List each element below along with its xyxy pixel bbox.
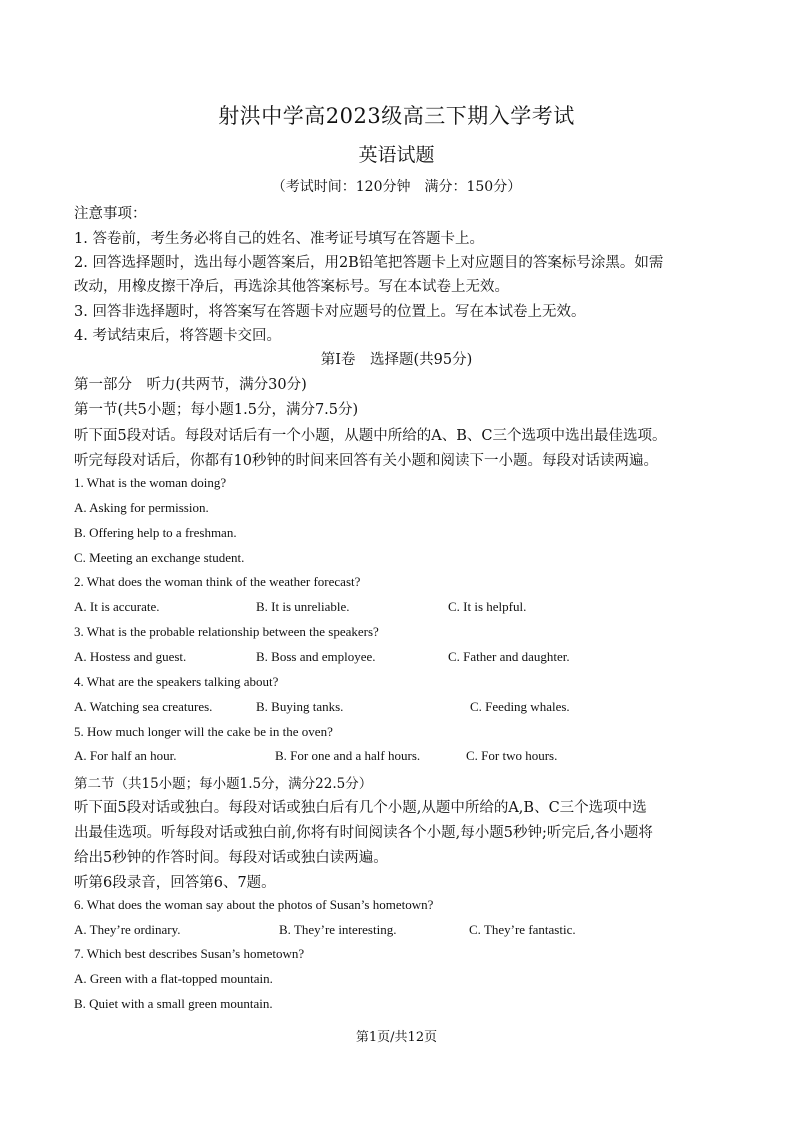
option-c: C. Feeding whales. (470, 699, 570, 714)
exam-title: 射洪中学高2023级高三下期入学考试 (218, 104, 575, 128)
section2-instruction: 给出5秒钟的作答时间。每段对话或独白读两遍。 (74, 850, 388, 866)
volume-heading: 第I卷 选择题(共95分) (320, 352, 473, 368)
option-a: A. Asking for permission. (74, 500, 209, 515)
section1-instruction: 听下面5段对话。每段对话后有一个小题，从题中所给的A、B、C三个选项中选出最佳选项。 (74, 428, 667, 444)
option-b: B. Quiet with a small green mountain. (74, 996, 273, 1011)
question-stem: 2. What does the woman think of the weather forecast? (74, 574, 361, 589)
option-a: A. For half an hour. (74, 748, 177, 763)
option-a: A. It is accurate. (74, 599, 160, 614)
exam-subject: 英语试题 (358, 144, 435, 166)
option-a: A. Green with a flat-topped mountain. (74, 971, 273, 986)
option-a: A. They’re ordinary. (74, 922, 181, 937)
exam-meta: （考试时间：120分钟 满分：150分） (271, 179, 522, 195)
option-c: C. For two hours. (466, 748, 558, 763)
question-stem: 6. What does the woman say about the photos of Susan’s hometown? (74, 897, 434, 912)
note-item: 改动，用橡皮擦干净后，再选涂其他答案标号。写在本试卷上无效。 (74, 279, 509, 295)
option-a: A. Hostess and guest. (74, 649, 187, 664)
note-item: 4. 考试结束后，将答题卡交回。 (74, 328, 281, 344)
part1-heading: 第一部分 听力(共两节，满分30分) (74, 377, 307, 393)
audio-instruction: 听第6段录音，回答第6、7题。 (74, 875, 276, 891)
option-b: B. Buying tanks. (256, 699, 344, 714)
section2-instruction: 出最佳选项。听每段对话或独白前,你将有时间阅读各个小题,每小题5秒钟;听完后,各小题将 (74, 825, 653, 841)
section2-heading: 第二节（共15小题；每小题1.5分，满分22.5分） (74, 776, 373, 792)
option-b: B. For one and a half hours. (275, 748, 421, 763)
question-stem: 7. Which best describes Susan’s hometown? (74, 946, 305, 961)
option-a: A. Watching sea creatures. (74, 699, 213, 714)
note-item: 2. 回答选择题时，选出每小题答案后，用2B铅笔把答题卡上对应题目的答案标号涂黑。如需 (74, 255, 664, 271)
section1-heading: 第一节(共5小题；每小题1.5分，满分7.5分) (74, 402, 359, 418)
option-b: B. Offering help to a freshman. (74, 525, 237, 540)
notes-heading: 注意事项： (74, 206, 147, 222)
option-b: B. It is unreliable. (256, 599, 350, 614)
note-item: 1. 答卷前，考生务必将自己的姓名、准考证号填写在答题卡上。 (74, 231, 484, 247)
option-c: C. Meeting an exchange student. (74, 550, 245, 565)
page-footer: 第1页/共12页 (355, 1030, 438, 1045)
question-stem: 5. How much longer will the cake be in the oven? (74, 724, 333, 739)
option-b: B. They’re interesting. (279, 922, 397, 937)
question-stem: 1. What is the woman doing? (74, 475, 227, 490)
option-c: C. Father and daughter. (448, 649, 570, 664)
question-stem: 4. What are the speakers talking about? (74, 674, 279, 689)
section2-instruction: 听下面5段对话或独白。每段对话或独白后有几个小题,从题中所给的A,B、C三个选项中选 (74, 800, 647, 816)
option-c: C. It is helpful. (448, 599, 527, 614)
note-item: 3. 回答非选择题时，将答案写在答题卡对应题号的位置上。写在本试卷上无效。 (74, 304, 586, 320)
section1-instruction: 听完每段对话后，你都有10秒钟的时间来回答有关小题和阅读下一小题。每段对话读两遍。 (74, 453, 658, 469)
option-c: C. They’re fantastic. (469, 922, 576, 937)
option-b: B. Boss and employee. (256, 649, 376, 664)
question-stem: 3. What is the probable relationship between the speakers? (74, 624, 379, 639)
